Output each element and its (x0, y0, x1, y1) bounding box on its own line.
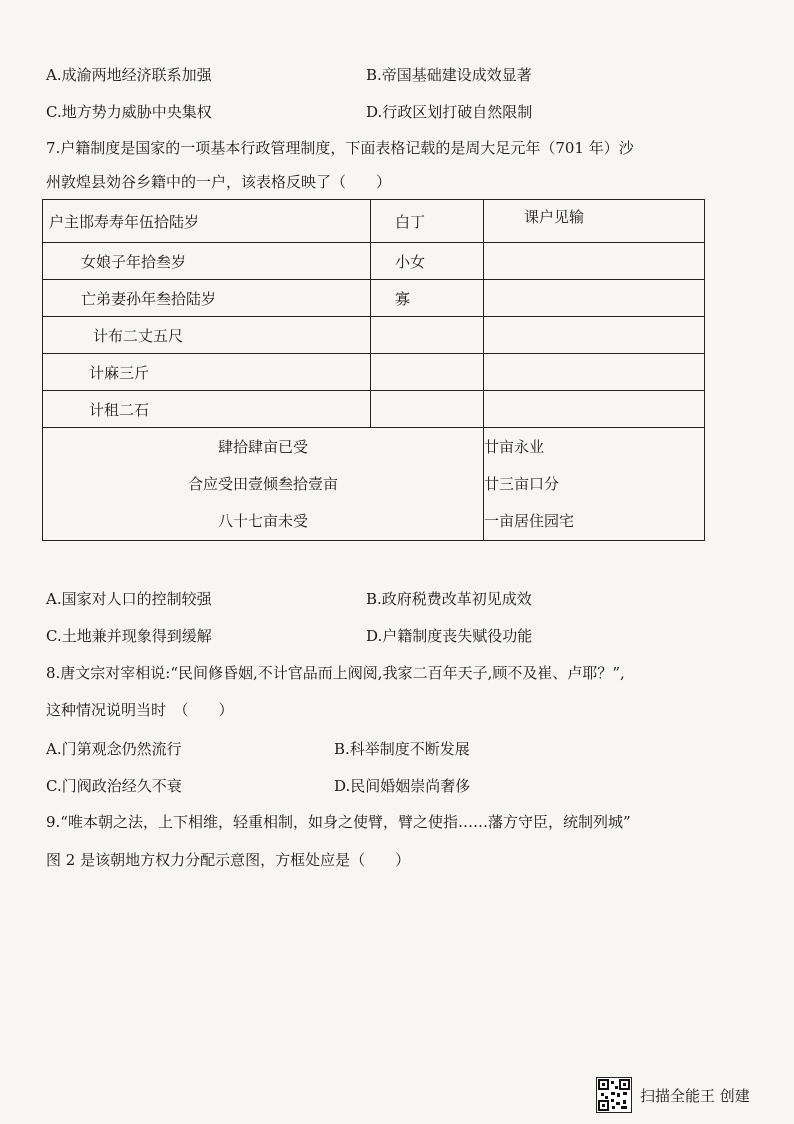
land-line: 一亩居住园宅 (484, 511, 575, 530)
scanner-brand-text: 扫描全能王 创建 (640, 1087, 750, 1105)
tax-item-cell: 计麻三斤 (43, 354, 371, 391)
qr-code-icon (596, 1077, 632, 1113)
member-cell: 女娘子年拾叁岁 (43, 243, 371, 280)
table-row (43, 391, 705, 428)
empty-cell (371, 354, 484, 391)
q6-option-a: A.成渝两地经济联系加强 (46, 66, 212, 84)
status-cell: 小女 (371, 243, 484, 280)
land-line: 廿三亩口分 (484, 474, 560, 493)
land-category-cell (484, 428, 705, 541)
tax-status-cell: 课户见输 (484, 200, 705, 243)
status-cell: 白丁 (371, 200, 484, 243)
q8-option-d: D.民间婚姻崇尚奢侈 (334, 777, 471, 795)
q7-option-c: C.土地兼并现象得到缓解 (46, 627, 212, 645)
q8-stem-line1: 8.唐文宗对宰相说:“民间修昏姻,不计官品而上阀阅,我家二百年天子,顾不及崔、卢耶？”, (46, 664, 625, 682)
member-cell: 亡弟妻孙年叁拾陆岁 (43, 280, 371, 317)
head-of-household-cell: 户主邯寿寿年伍拾陆岁 (43, 200, 371, 243)
land-line: 肆拾肆亩已受 (217, 437, 308, 456)
empty-cell (484, 391, 705, 428)
q9-stem-line2: 图 2 是该朝地方权力分配示意图，方框处应是（ ） (46, 851, 411, 869)
q6-option-d: D.行政区划打破自然限制 (366, 103, 533, 121)
land-line: 廿亩永业 (484, 437, 545, 456)
empty-cell (371, 391, 484, 428)
q6-option-c: C.地方势力威胁中央集权 (46, 103, 212, 121)
table-row (43, 354, 705, 391)
tax-item-cell: 计租二石 (43, 391, 371, 428)
empty-cell (484, 243, 705, 280)
tax-item-cell: 计布二丈五尺 (43, 317, 371, 354)
status-cell: 寡 (371, 280, 484, 317)
land-line: 合应受田壹倾叁拾壹亩 (187, 474, 338, 493)
land-line: 八十七亩未受 (217, 511, 308, 530)
q7-option-a: A.国家对人口的控制较强 (46, 590, 212, 608)
table-row (43, 280, 705, 317)
q8-stem-line2: 这种情况说明当时 （ ） (46, 701, 234, 719)
q7-stem-line1: 7.户籍制度是国家的一项基本行政管理制度，下面表格记载的是周大足元年（701 年）沙 (46, 139, 634, 157)
q7-stem-line2: 州敦煌县効谷乡籍中的一户，该表格反映了（ ） (46, 173, 392, 191)
q8-option-c: C.门阀政治经久不衰 (46, 777, 182, 795)
table-row (43, 200, 705, 243)
empty-cell (484, 280, 705, 317)
land-allocation-cell (43, 428, 484, 541)
q7-option-d: D.户籍制度丧失赋役功能 (366, 627, 533, 645)
q7-option-b: B.政府税费改革初见成效 (366, 590, 532, 608)
q9-stem-line1: 9.“唯本朝之法，上下相维，轻重相制，如身之使臂，臂之使指……藩方守臣，统制列城” (46, 813, 631, 831)
empty-cell (484, 317, 705, 354)
q8-option-a: A.门第观念仍然流行 (46, 740, 182, 758)
table-row (43, 428, 705, 541)
table-row (43, 317, 705, 354)
empty-cell (484, 354, 705, 391)
table-row (43, 243, 705, 280)
q8-option-b: B.科举制度不断发展 (334, 740, 470, 758)
empty-cell (371, 317, 484, 354)
q6-option-b: B.帝国基础建设成效显著 (366, 66, 532, 84)
household-register-table (42, 199, 705, 541)
